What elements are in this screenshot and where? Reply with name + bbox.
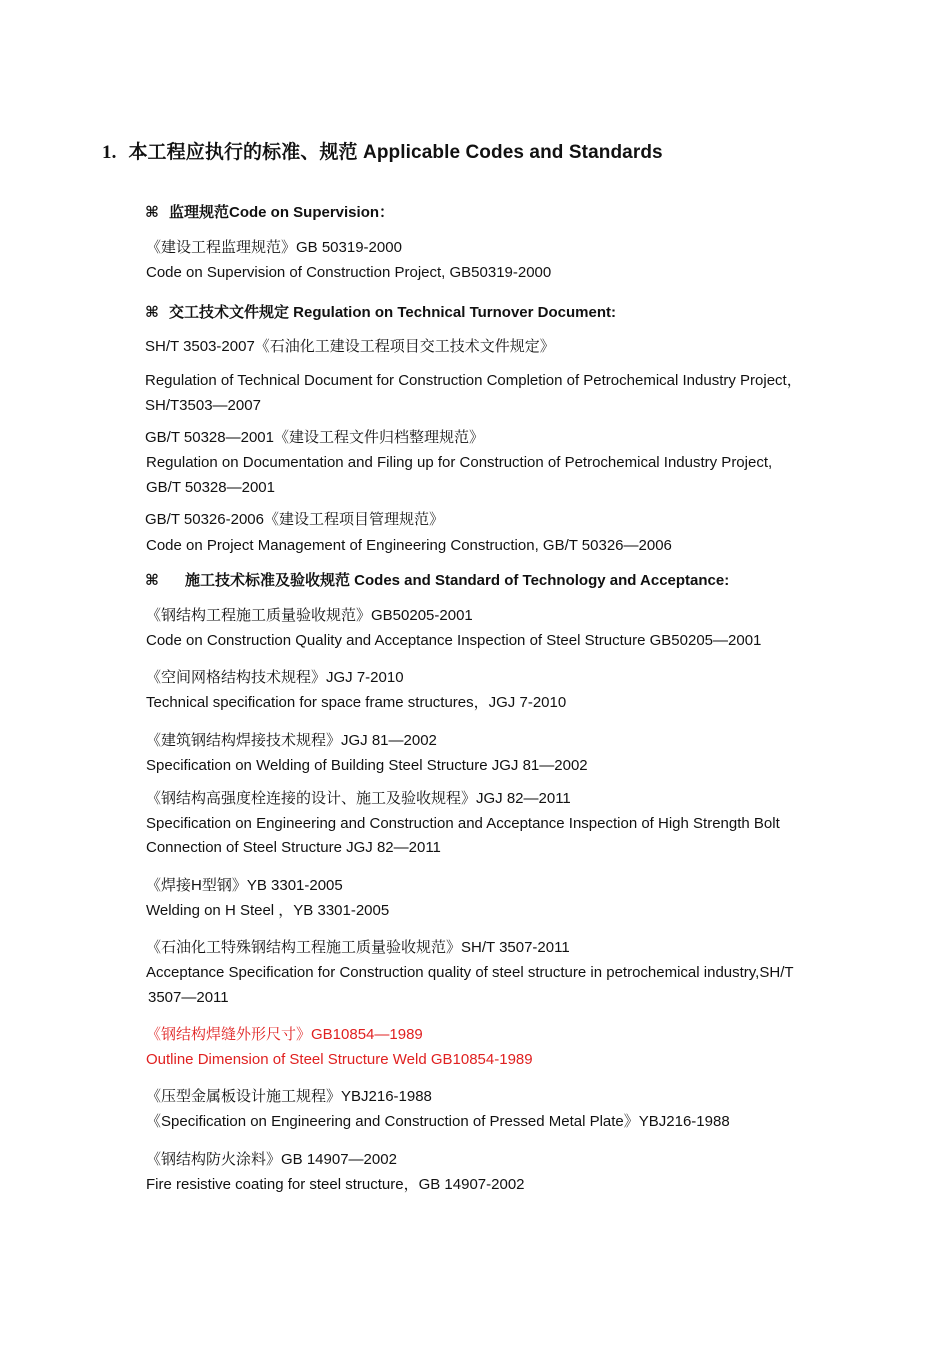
entry-line: 《建筑钢结构焊接技术规程》JGJ 81—2002 (146, 732, 437, 749)
entry-line: 《Specification on Engineering and Construction of Pressed Metal Plate》YBJ216-1988 (146, 1113, 730, 1130)
entry-line: 《空间网格结构技术规程》JGJ 7-2010 (146, 669, 404, 686)
entry-line: Fire resistive coating for steel structure，GB 14907-2002 (146, 1176, 525, 1193)
subsection-title-supervision: ⌘ 监理规范Code on Supervision： (145, 204, 395, 221)
entry-line: Technical specification for space frame structures，JGJ 7-2010 (146, 694, 567, 711)
heading-number: 1. (102, 142, 117, 163)
entry-line: 《压型金属板设计施工规程》YBJ216-1988 (146, 1088, 432, 1105)
entry-line: Specification on Engineering and Construction and Acceptance Inspection of High Strength Bolt (146, 815, 780, 832)
entry-line: Welding on H Steel ，YB 3301-2005 (146, 902, 390, 919)
entry-line: 《钢结构防火涂料》GB 14907—2002 (146, 1151, 397, 1168)
entry-line: Connection of Steel Structure JGJ 82—2011 (146, 839, 441, 856)
entry-line: SH/T3503—2007 (145, 397, 261, 414)
command-bullet-icon: ⌘ (145, 304, 159, 321)
entry-line: Code on Supervision of Construction Project, GB50319-2000 (146, 264, 552, 281)
entry-line: 《石油化工特殊钢结构工程施工质量验收规范》SH/T 3507-2011 (146, 939, 570, 956)
entry-line: Regulation of Technical Document for Construction Completion of Petrochemical Industry Project， (145, 372, 802, 389)
entry-line: 《钢结构高强度栓连接的设计、施工及验收规程》JGJ 82—2011 (146, 790, 571, 807)
entry-line: Code on Construction Quality and Acceptance Inspection of Steel Structure GB50205—2001 (146, 632, 762, 649)
command-bullet-icon: ⌘ (145, 572, 159, 589)
subsection-title-turnover: ⌘ 交工技术文件规定 Regulation on Technical Turnover Document: (145, 304, 616, 321)
entry-line: Code on Project Management of Engineering Construction, GB/T 50326—2006 (146, 537, 672, 554)
entry-line: GB/T 50328—2001 (146, 479, 275, 496)
entry-line: 3507—2011 (148, 989, 229, 1006)
entry-line: 《建设工程监理规范》GB 50319-2000 (146, 239, 402, 256)
entry-line: Specification on Welding of Building Steel Structure JGJ 81—2002 (146, 757, 588, 774)
heading-text: 本工程应执行的标准、规范 Applicable Codes and Standards (128, 142, 663, 163)
subsection-title-technology: ⌘ 施工技术标准及验收规范 Codes and Standard of Technology and Acceptance: (145, 572, 730, 589)
entry-line: GB/T 50326-2006《建设工程项目管理规范》 (145, 511, 444, 528)
command-bullet-icon: ⌘ (145, 204, 159, 221)
entry-line: SH/T 3503-2007《石油化工建设工程项目交工技术文件规定》 (145, 338, 555, 355)
entry-line: 《钢结构工程施工质量验收规范》GB50205-2001 (146, 607, 473, 624)
entry-line: 《焊接H型钢》YB 3301-2005 (146, 877, 343, 894)
entry-line: Acceptance Specification for Construction quality of steel structure in petrochemical industry,SH/T (146, 964, 794, 981)
entry-line-highlighted: 《钢结构焊缝外形尺寸》GB10854—1989 (146, 1026, 423, 1043)
section-heading (102, 137, 663, 164)
entry-line: Regulation on Documentation and Filing up for Construction of Petrochemical Industry Project, (146, 454, 773, 471)
entry-line: GB/T 50328—2001《建设工程文件归档整理规范》 (145, 429, 484, 446)
entry-line-highlighted: Outline Dimension of Steel Structure Weld GB10854-1989 (146, 1051, 533, 1068)
